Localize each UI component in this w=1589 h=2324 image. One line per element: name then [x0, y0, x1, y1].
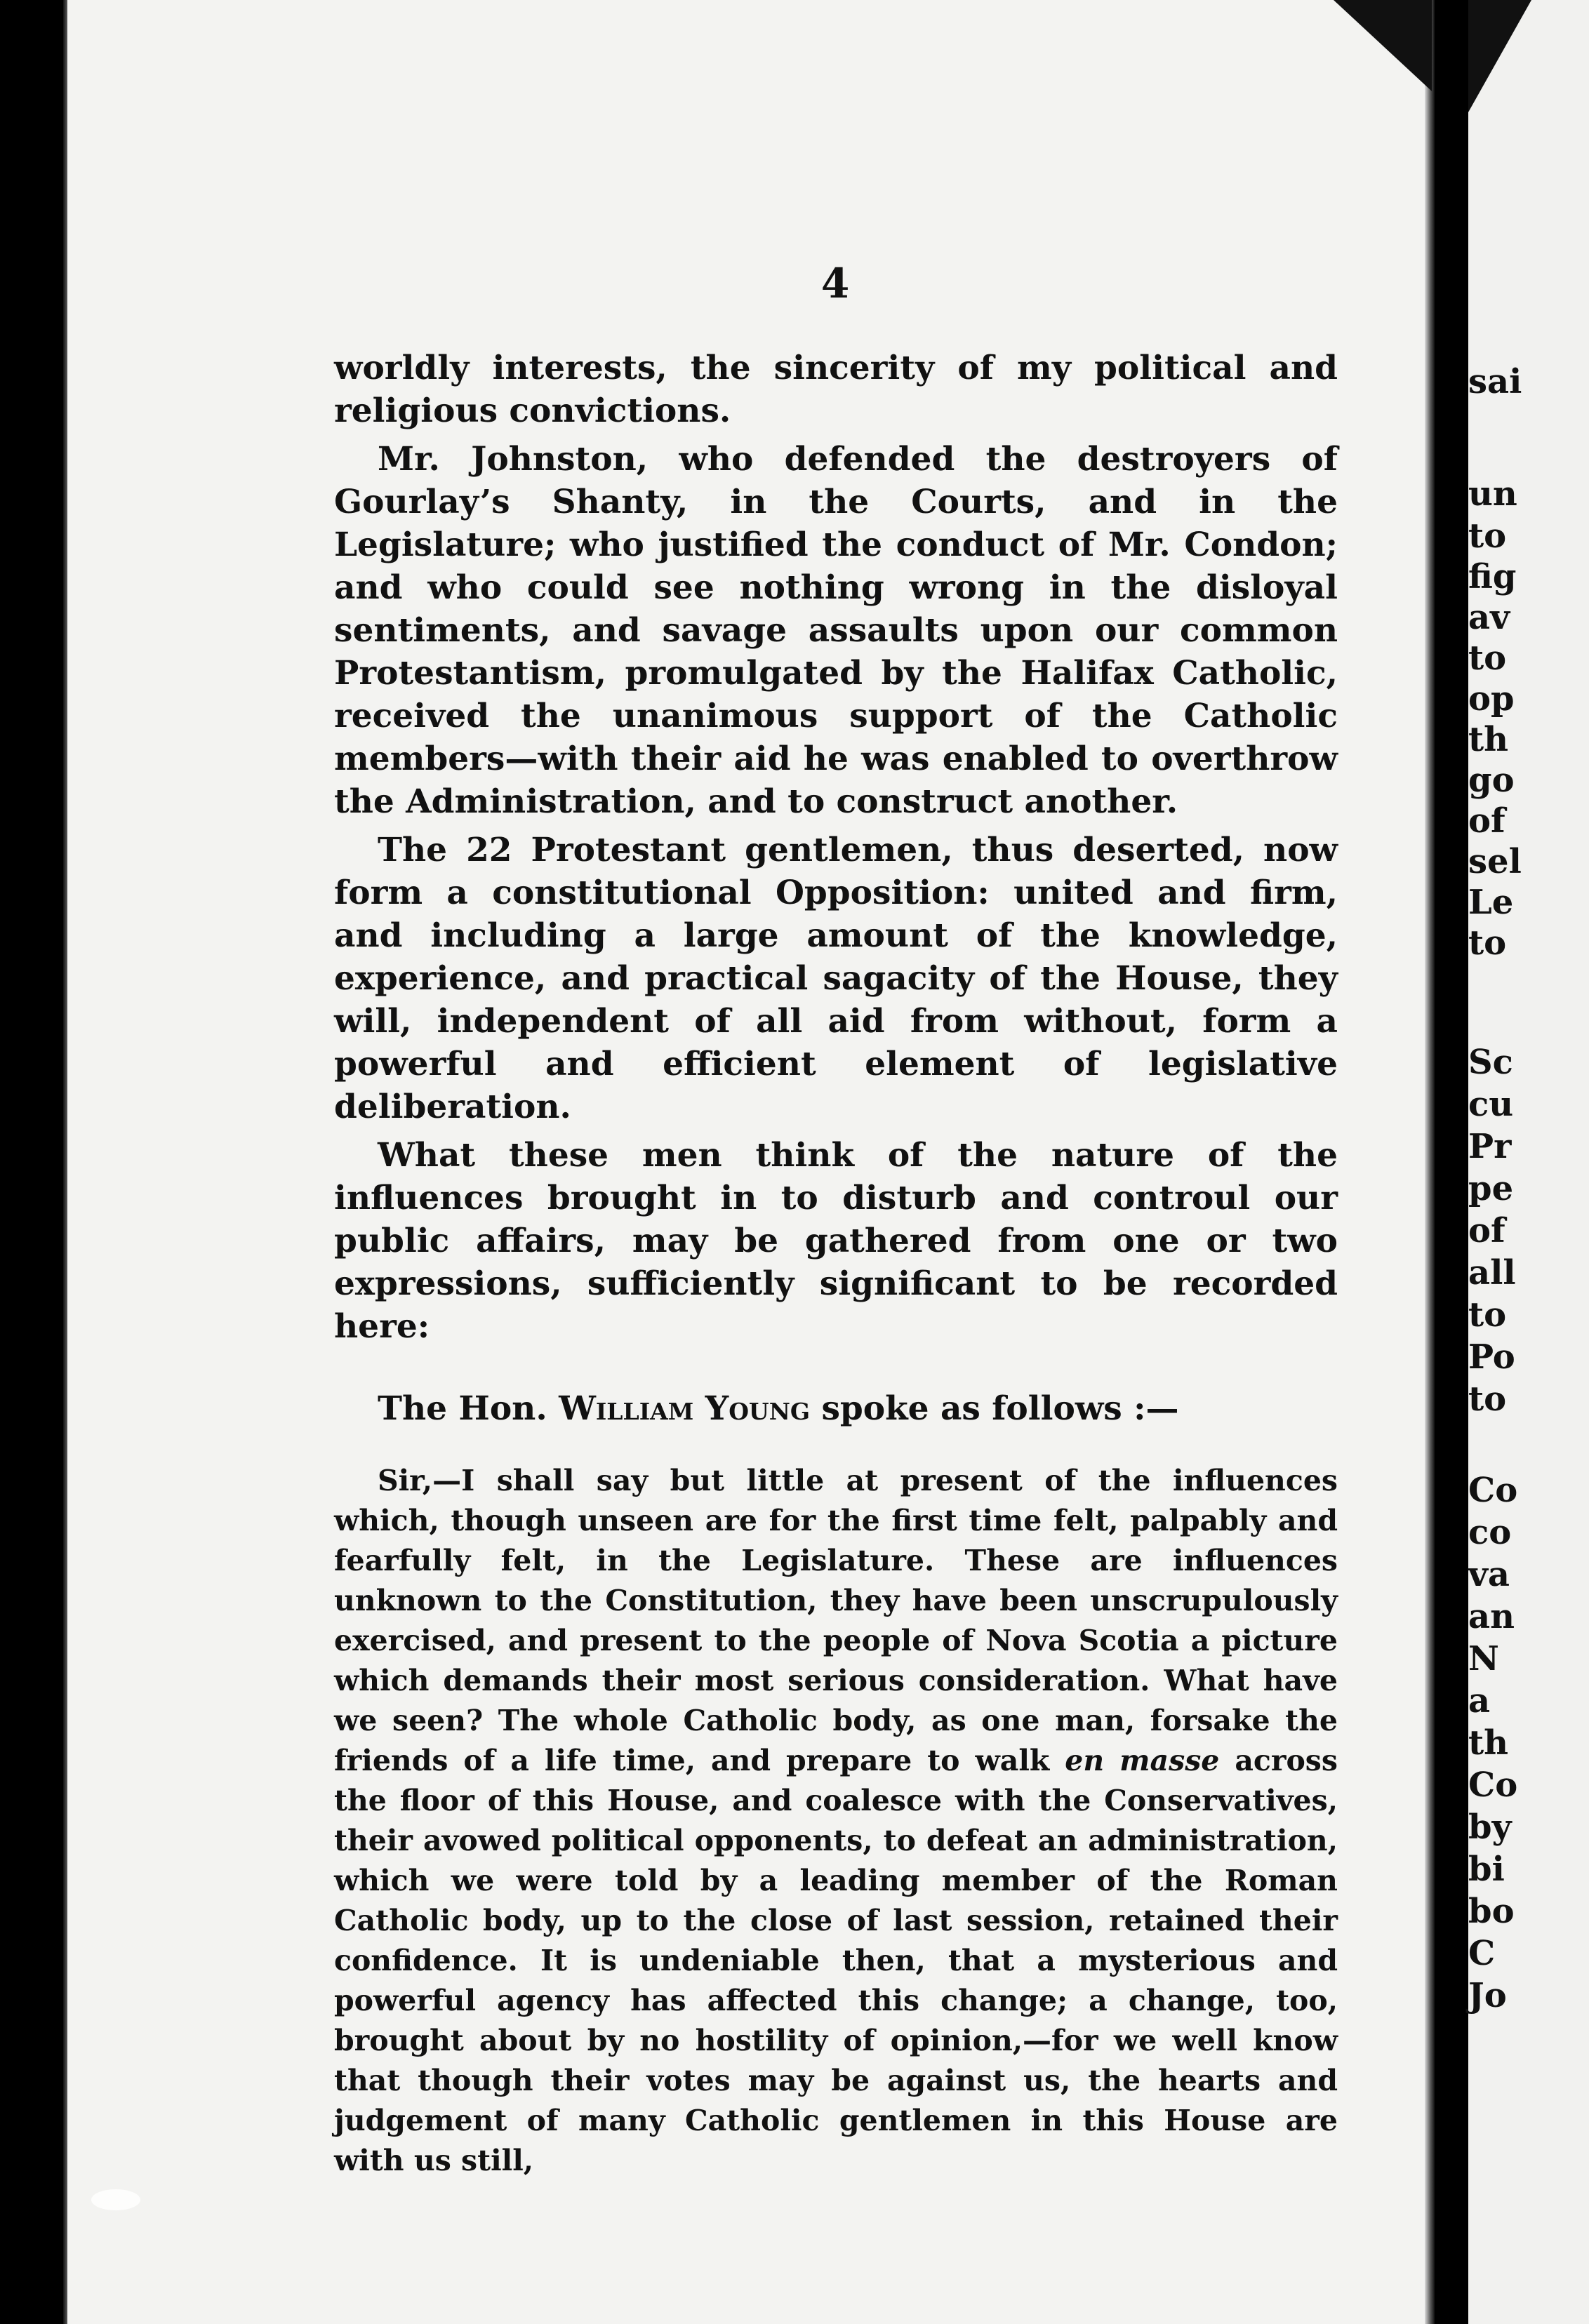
- adjacent-fragment: av: [1468, 598, 1510, 637]
- adjacent-fragment: cu: [1468, 1085, 1514, 1124]
- page-edge-right: [1425, 0, 1435, 2324]
- speech-part-1: Sir,—I shall say but little at present of the influences which, though unseen are for the first time felt, palpably and fearfully felt, in the Legislature. These are influences unknown to the Constitution, they have been unscrupulously exercised, and present to the people of Nova Scotia a picture which demands their most serious consideration. What have we seen? The whole Catholic body, as one man, forsake the friends of a life time, and prepare to walk: [334, 1464, 1338, 1777]
- paragraph: The 22 Protestant gentlemen, thus deserted, now form a constitutional Opposition: united and firm, and including a large amount of the knowledge, experience, and practical sagacity of the House, they will, independent of all aid from without, form a powerful and efficient element of legislative deliberation.: [334, 831, 1338, 1126]
- page-number: 4: [820, 260, 850, 307]
- adjacent-fragment: to: [1468, 1295, 1507, 1335]
- speech-quote: [334, 1461, 1338, 2181]
- adjacent-fragment: to: [1468, 923, 1507, 963]
- adjacent-fragment: Po: [1468, 1337, 1515, 1377]
- adjacent-fragment: sai: [1468, 362, 1522, 401]
- adjacent-fragment: to: [1468, 1380, 1507, 1419]
- speaker-prefix: The Hon.: [378, 1389, 547, 1428]
- adjacent-fragment: sel: [1468, 842, 1522, 881]
- adjacent-fragment: bi: [1468, 1850, 1505, 1889]
- adjacent-fragment: go: [1468, 761, 1515, 800]
- adjacent-fragment: N: [1468, 1639, 1499, 1678]
- paragraph: What these men think of the nature of the influences brought in to disturb and controul our public affairs, may be gathered from one or two expressions, sufficiently significant to be recorded here:: [334, 1136, 1338, 1346]
- adjacent-fragment: a: [1468, 1681, 1491, 1721]
- adjacent-fragment: Pr: [1468, 1127, 1512, 1166]
- page-corner-shadow: [1334, 0, 1432, 91]
- adjacent-fragment: fig: [1468, 557, 1517, 596]
- adjacent-fragment: of: [1468, 801, 1505, 841]
- paragraph: Mr. Johnston, who defended the destroyers of Gourlay’s Shanty, in the Courts, and in the Legislature; who justified the conduct of Mr. Condon; and who could see nothing wrong in the disloyal sentiments, and savage assaults upon our common Protestantism, promulgated by the Halifax Catholic, received the unanimous support of the Catholic members—with their aid he was enabled to overthrow the Administration, and to construct another.: [334, 440, 1338, 821]
- adjacent-fragment: by: [1468, 1808, 1512, 1847]
- speaker-suffix: spoke as follows :—: [821, 1389, 1179, 1428]
- adjacent-fragment: Sc: [1468, 1043, 1513, 1082]
- speaker-heading: [334, 1387, 1338, 1430]
- adjacent-fragment: op: [1468, 679, 1515, 719]
- body-text: [334, 347, 1338, 2181]
- adjacent-fragment: pe: [1468, 1169, 1514, 1208]
- adjacent-page: [1468, 0, 1589, 2324]
- adjacent-fragment: an: [1468, 1597, 1515, 1636]
- adjacent-fragment: th: [1468, 720, 1509, 759]
- paragraph: worldly interests, the sincerity of my political and religious convictions.: [334, 349, 1338, 430]
- speaker-name: William Young: [559, 1389, 811, 1428]
- adjacent-fragment: Co: [1468, 1765, 1518, 1805]
- adjacent-fragment: va: [1468, 1555, 1510, 1594]
- adjacent-fragment: un: [1468, 474, 1517, 514]
- adjacent-fragment: bo: [1468, 1892, 1515, 1931]
- adjacent-fragment: to: [1468, 516, 1507, 556]
- adjacent-fragment: th: [1468, 1723, 1509, 1763]
- adjacent-fragment: Le: [1468, 883, 1514, 922]
- paper-mark: [91, 2189, 140, 2210]
- adjacent-fragment: C: [1468, 1934, 1496, 1973]
- speech-emphasis: en masse: [1065, 1744, 1220, 1777]
- adjacent-fragment: all: [1468, 1253, 1516, 1293]
- adjacent-fragment: of: [1468, 1211, 1505, 1250]
- adjacent-fragment: Jo: [1468, 1976, 1507, 2015]
- adjacent-page-corner-shadow: [1468, 0, 1531, 112]
- adjacent-fragment: Co: [1468, 1471, 1518, 1510]
- adjacent-fragment: to: [1468, 639, 1507, 678]
- speech-part-2: across the floor of this House, and coalesce with the Conservatives, their avowed political opponents, to defeat an administration, which we were told by a leading member of the Roman Catholic body, up to the close of last session, retained their confidence. It is undeniable then, that a mysterious and powerful agency has affected this change; a change, too, brought about by no hostility of opinion,—for we well know that though their votes may be against us, the hearts and judgement of many Catholic gentlemen in this House are with us still,: [334, 1744, 1338, 2177]
- adjacent-fragment: co: [1468, 1513, 1512, 1552]
